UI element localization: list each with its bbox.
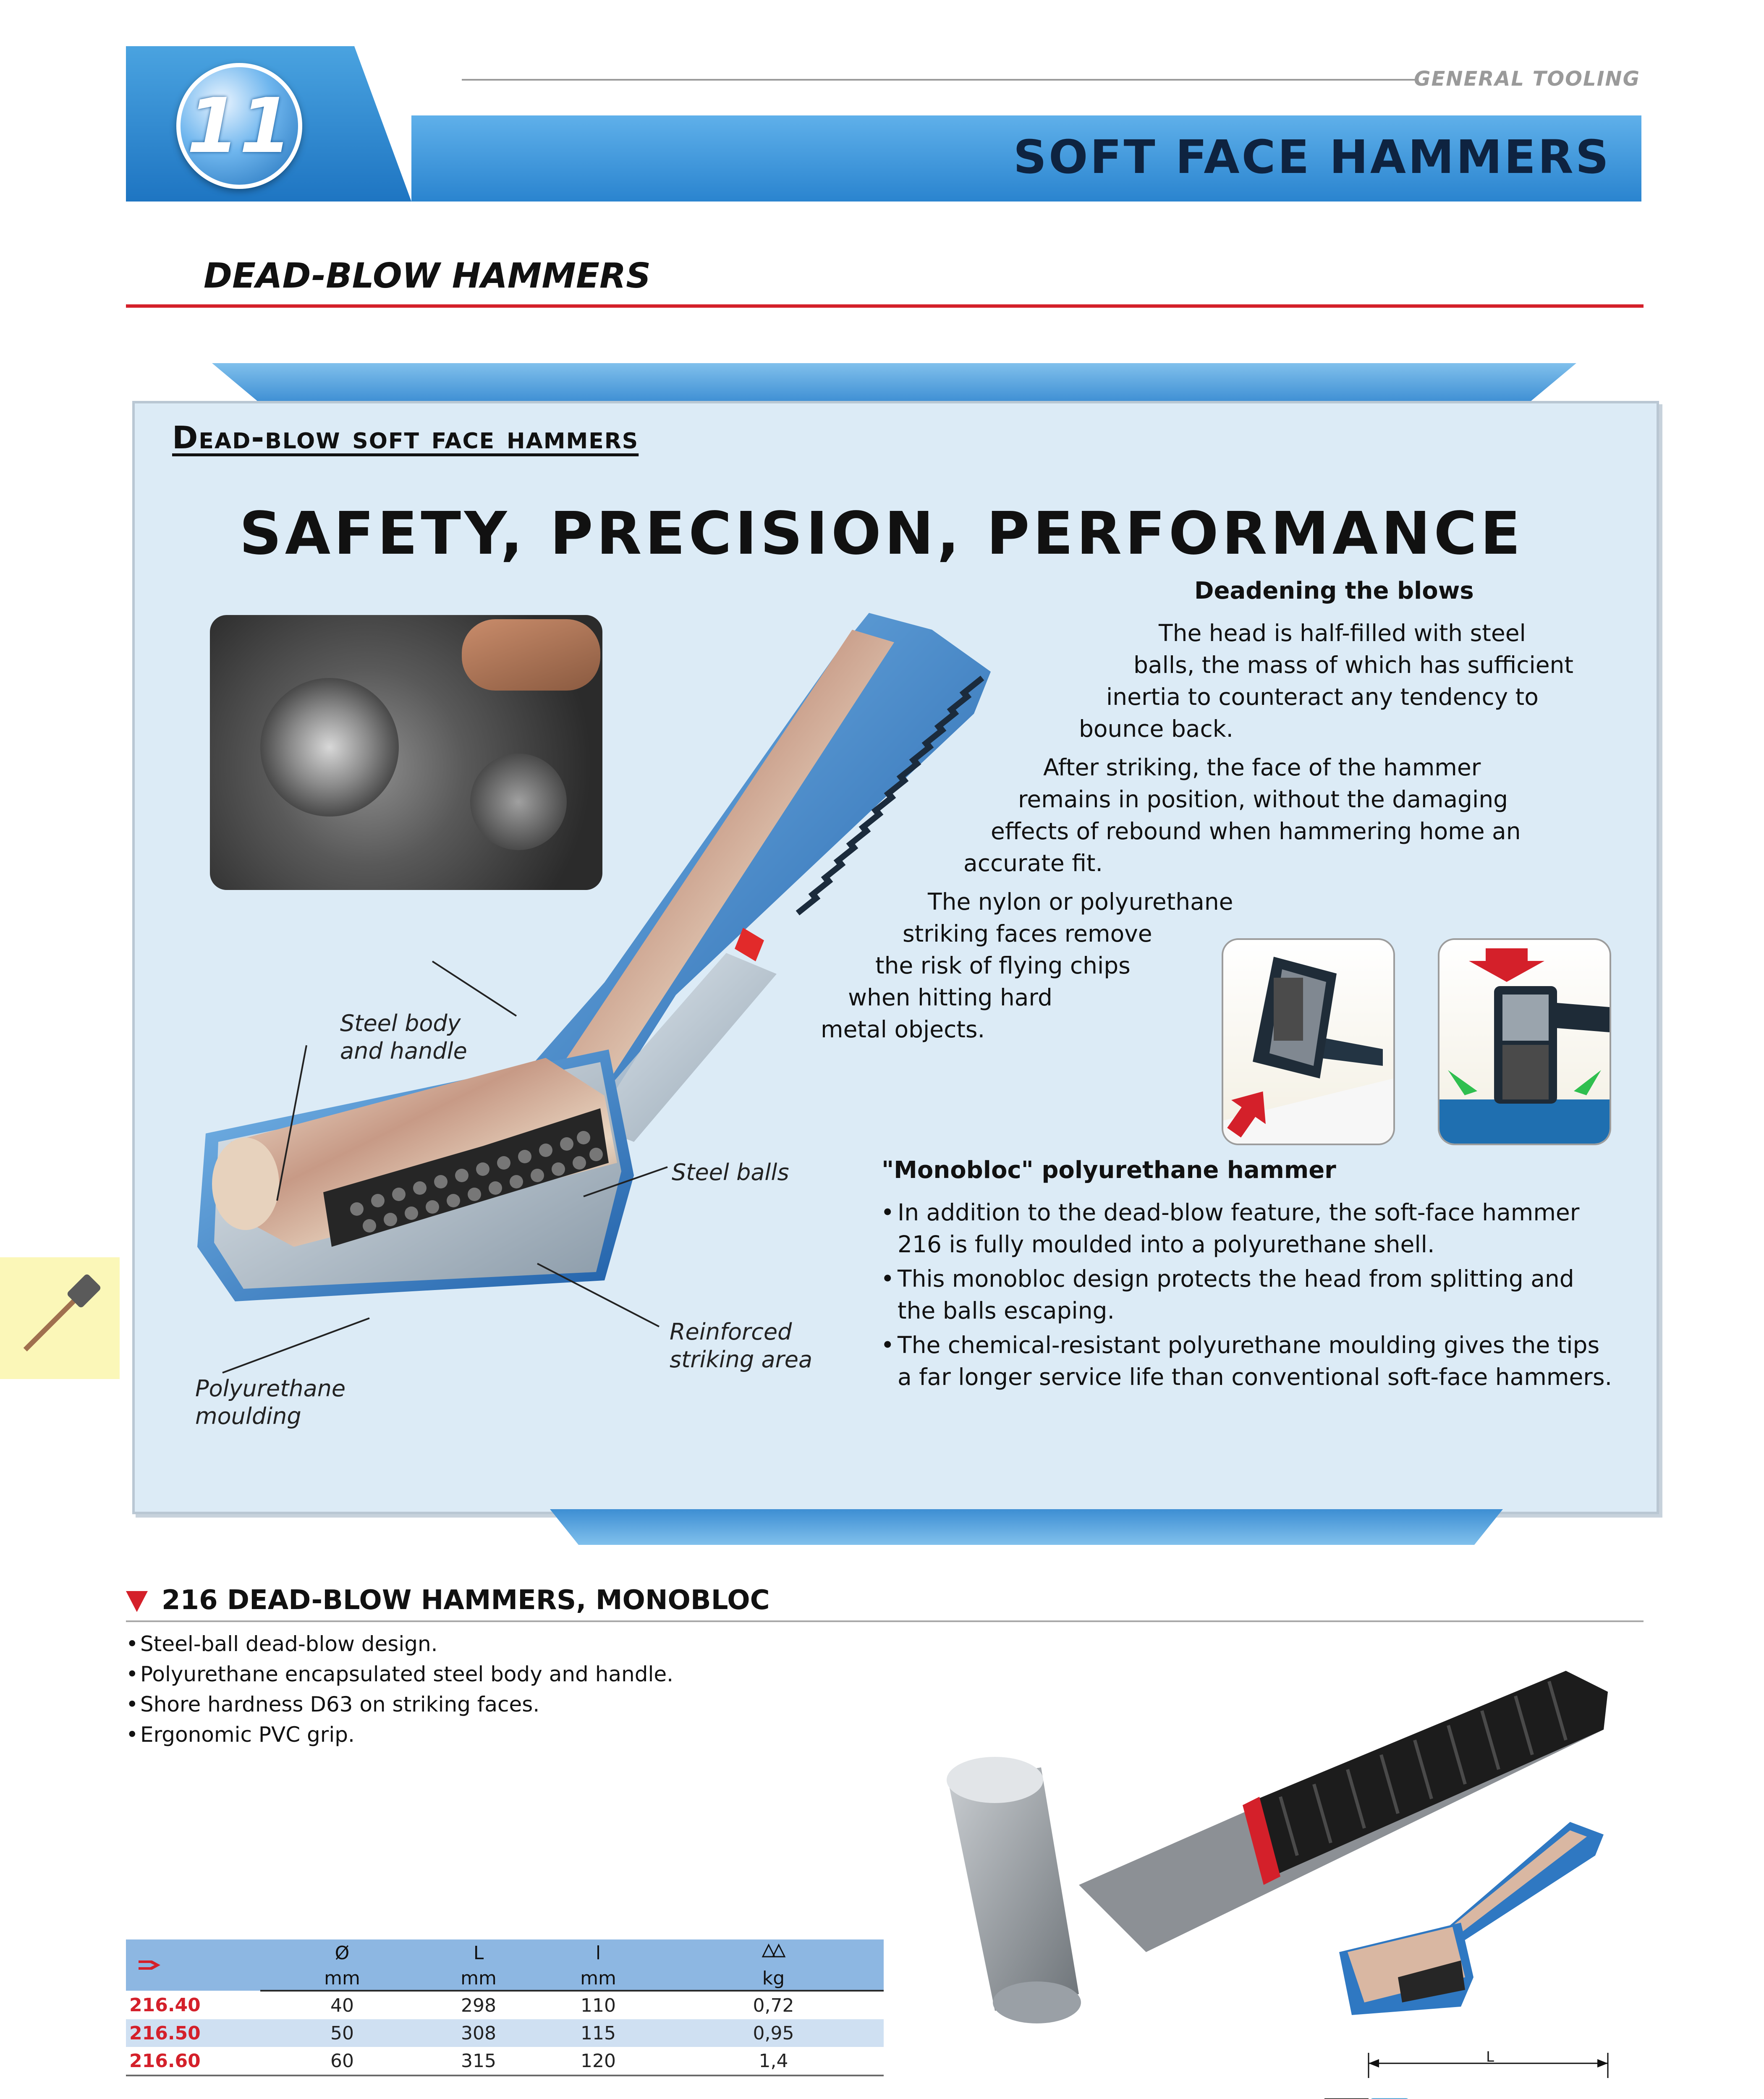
diameter-cell: 50 — [260, 2019, 424, 2047]
unit-label: kg — [663, 1966, 884, 1991]
list-item: • The chemical-resistant polyurethane moulding gives the tips a far longer service life than conventional soft-face hammers. — [877, 1329, 1633, 1393]
page-title: SOFT FACE HAMMERS — [1013, 130, 1611, 184]
panel-top-tab — [212, 363, 1576, 403]
spec-table — [126, 1939, 884, 2076]
unit-label: mm — [424, 1966, 533, 1991]
deadening-line: effects of rebound when hammering home an — [991, 818, 1521, 845]
unit-label: mm — [260, 1966, 424, 1991]
deadening-line: striking faces remove — [903, 920, 1152, 947]
side-tab[interactable] — [0, 1257, 120, 1379]
unit-label: mm — [533, 1966, 663, 1991]
table-row — [126, 2019, 884, 2047]
weight-cell: 0,95 — [663, 2019, 884, 2047]
deadening-line: remains in position, without the damaging — [1018, 786, 1508, 813]
deadening-line: accurate fit. — [963, 850, 1103, 877]
header-rule — [462, 79, 1415, 81]
diameter-cell: 60 — [260, 2047, 424, 2075]
facom-arrow-icon — [139, 1959, 162, 1971]
product-feature-list — [126, 1629, 673, 1750]
length-cell: 308 — [424, 2019, 533, 2047]
hammer-icon — [0, 1257, 120, 1379]
inset-hammer-rebound — [1222, 938, 1395, 1145]
callout-steel-balls: Steel balls — [672, 1159, 789, 1186]
monobloc-bullet-list — [877, 1196, 1633, 1395]
weight-icon — [761, 1942, 786, 1959]
dimension-label-length: L — [1486, 2049, 1494, 2065]
callout-polyurethane-moulding: Polyurethane moulding — [195, 1375, 346, 1429]
head-length-header: l — [533, 1939, 663, 1966]
monobloc-title: "Monobloc" polyurethane hammer — [882, 1157, 1336, 1184]
list-item: • Polyurethane encapsulated steel body and handle. — [126, 1659, 673, 1689]
list-item: • This monobloc design protects the head from splitting and the balls escaping. — [877, 1263, 1633, 1327]
deadening-title: Deadening the blows — [1194, 577, 1474, 605]
list-item: • Shore hardness D63 on striking faces. — [126, 1689, 673, 1720]
callout-steel-body: Steel body and handle — [340, 1010, 467, 1064]
product-reference[interactable]: 216.50 — [126, 2019, 260, 2047]
head-length-cell: 110 — [581, 1994, 616, 2016]
chapter-number-badge: 11 — [176, 63, 302, 189]
head-length-cell: 115 — [533, 2019, 663, 2047]
deadening-line: The head is half-filled with steel — [1159, 620, 1526, 646]
deadening-line: when hitting hard — [848, 984, 1052, 1011]
section-label: GENERAL TOOLING — [1414, 67, 1640, 91]
head-length-cell: 120 — [533, 2047, 663, 2075]
length-cell: 298 — [461, 1994, 496, 2016]
table-row — [126, 2047, 884, 2075]
product-reference[interactable]: 216.40 — [129, 1994, 201, 2016]
deadening-line: metal objects. — [821, 1016, 985, 1043]
deadening-line: the risk of flying chips — [875, 952, 1131, 979]
length-cell: 315 — [424, 2047, 533, 2075]
diameter-cell: 40 — [330, 1994, 354, 2016]
weight-cell: 0,72 — [753, 1994, 794, 2016]
deadening-line: inertia to counteract any tendency to — [1106, 683, 1539, 710]
list-item: • Ergonomic PVC grip. — [126, 1720, 673, 1750]
table-row — [126, 1991, 884, 2019]
inset-hammer-no-rebound — [1438, 938, 1611, 1145]
deadening-line: bounce back. — [1079, 715, 1234, 742]
dimension-diagram — [1306, 2049, 1625, 2099]
deadening-line: balls, the mass of which has sufficient — [1133, 652, 1573, 678]
length-header: L — [424, 1939, 533, 1966]
product-rule — [126, 1620, 1644, 1622]
weight-cell: 1,4 — [663, 2047, 884, 2075]
product-title: 216 DEAD-BLOW HAMMERS, MONOBLOC — [162, 1585, 770, 1616]
deadening-line: The nylon or polyurethane — [928, 888, 1233, 915]
panel-bottom-tab — [550, 1509, 1503, 1545]
section-subtitle: DEAD-BLOW HAMMERS — [204, 256, 651, 296]
deadening-line: After striking, the face of the hammer — [1043, 754, 1481, 781]
list-item: • In addition to the dead-blow feature, the soft-face hammer 216 is fully moulded into a polyurethane shell. — [877, 1196, 1633, 1260]
weight-header — [663, 1939, 884, 1966]
list-item: • Steel-ball dead-blow design. — [126, 1629, 673, 1659]
cutaway-thumbnail — [1335, 1818, 1620, 2028]
subtitle-rule — [126, 304, 1644, 308]
reference-header — [126, 1939, 260, 1991]
diameter-header: Ø — [260, 1939, 424, 1966]
callout-reinforced-area: Reinforced striking area — [670, 1319, 813, 1373]
slogan: SAFETY, PRECISION, PERFORMANCE — [239, 500, 1524, 568]
product-marker-icon — [126, 1591, 148, 1612]
product-reference[interactable]: 216.60 — [126, 2047, 260, 2075]
panel-heading: Dead-blow soft face hammers — [172, 420, 639, 456]
